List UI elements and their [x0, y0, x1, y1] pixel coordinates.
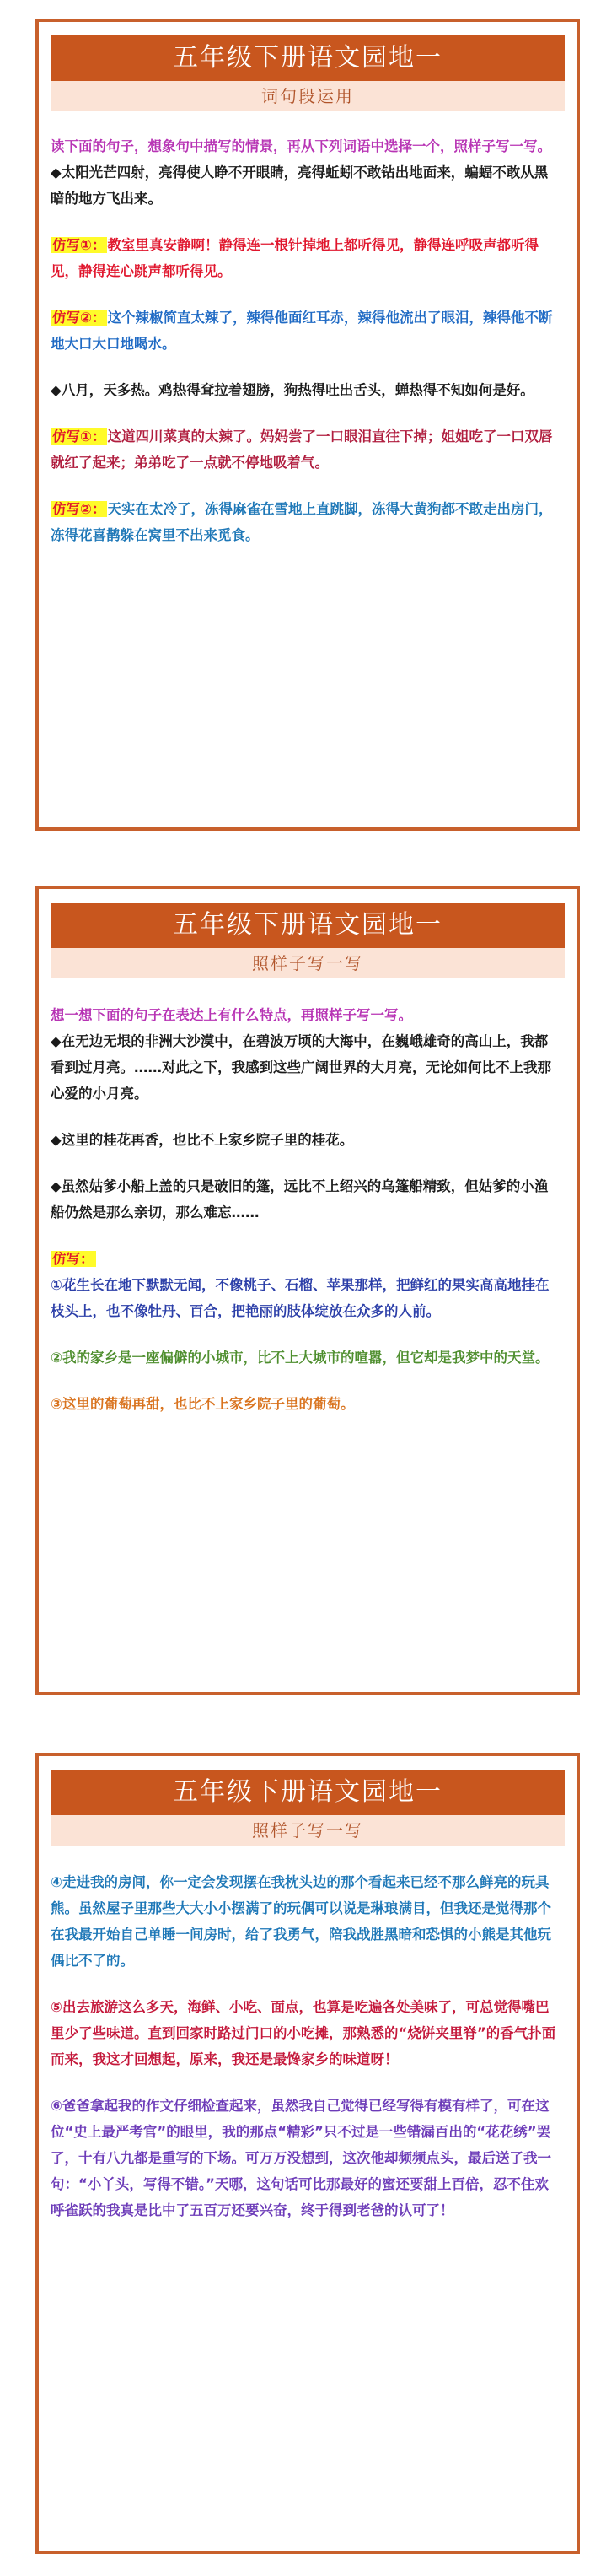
imitation-text: 教室里真安静啊！静得连一根针掉地上都听得见，静得连呼吸声都听得见，静得连心跳声都听得见。	[51, 237, 539, 279]
imitation-label: 仿写②：	[52, 501, 106, 517]
card-content	[39, 111, 577, 548]
instruction-text: 想一想下面的句子在表达上有什么特点，再照样子写一写。	[51, 1007, 412, 1023]
instruction-text: 读下面的句子，想象句中描写的情景，再从下列词语中选择一个，照样子写一写。	[51, 138, 551, 154]
imitation-paragraph	[51, 496, 560, 548]
example-sentence: ◆这里的桂花再香，也比不上家乡院子里的桂花。	[51, 1132, 354, 1148]
card-title: 五年级下册语文园地一	[51, 1770, 565, 1815]
imitation-item: ⑤出去旅游这么多天，海鲜、小吃、面点，也算是吃遍各处美味了，可总觉得嘴巴里少了些味道。直到回家时路过门口的小吃摊，那熟悉的“烧饼夹里脊”的香气扑面而来，我这才回想起，原来，我还是最馋家乡的味道呀！	[51, 1999, 556, 2067]
card-zhao-yangzi-2	[35, 1753, 580, 2554]
imitation-text: 这个辣椒简直太辣了，辣得他面红耳赤，辣得他流出了眼泪，辣得他不断地大口大口地喝水。	[51, 310, 553, 352]
imitation-text: 天实在太冷了，冻得麻雀在雪地上直跳脚，冻得大黄狗都不敢走出房门，冻得花喜鹊躲在窝里不出来觅食。	[51, 501, 553, 543]
example-sentence: ◆八月，天多热。鸡热得耷拉着翅膀，狗热得吐出舌头，蝉热得不知如何是好。	[51, 382, 534, 398]
card-subtitle: 照样子写一写	[51, 948, 565, 978]
imitation-item: ⑥爸爸拿起我的作文仔细检查起来，虽然我自己觉得已经写得有模有样了，可在这位“史上最严考官”的眼里，我的那点“精彩”只不过是一些错漏百出的“花花绣”罢了，十有八九都是重写的下场。可万万没想到，这次他却频频点头，最后送了我一句：“小丫头，写得不错。”天哪，这句话可比那最好的蜜还要甜上百倍，忍不住欢呼雀跃的我真是比中了五百万还要兴奋，终于得到老爸的认可了！	[51, 2098, 551, 2218]
imitation-item: ④走进我的房间，你一定会发现摆在我枕头边的那个看起来已经不那么鲜亮的玩具熊。虽然屋子里那些大大小小摆满了的玩偶可以说是琳琅满目，但我还是觉得那个在我最开始自己单睡一间房时，给了我勇气，陪我战胜黑暗和恐惧的小熊是其他玩偶比不了的。	[51, 1874, 551, 1969]
imitation-label: 仿写：	[52, 1251, 94, 1267]
card-subtitle: 照样子写一写	[51, 1815, 565, 1846]
card-content	[39, 978, 577, 1417]
imitation-paragraph	[51, 232, 560, 284]
imitation-label: 仿写①：	[52, 428, 106, 445]
card-subtitle: 词句段运用	[51, 81, 565, 111]
imitation-text: 这道四川菜真的太辣了。妈妈尝了一口眼泪直往下掉；姐姐吃了一口双唇就红了起来；弟弟吃了一点就不停地吸着气。	[51, 428, 553, 471]
card-title: 五年级下册语文园地一	[51, 903, 565, 948]
example-sentence: ◆虽然姑爹小船上盖的只是破旧的篷，远比不上绍兴的乌篷船精致，但姑爹的小渔船仍然是那么亲切，那么难忘……	[51, 1178, 549, 1221]
imitation-item: ③这里的葡萄再甜，也比不上家乡院子里的葡萄。	[51, 1396, 355, 1412]
imitation-item: ①花生长在地下默默无闻，不像桃子、石榴、苹果那样，把鲜红的果实高高地挂在枝头上，也不像牡丹、百合，把艳丽的肢体绽放在众多的人前。	[51, 1277, 550, 1319]
imitation-item: ②我的家乡是一座偏僻的小城市，比不上大城市的喧嚣，但它却是我梦中的天堂。	[51, 1350, 550, 1366]
imitation-label: 仿写①：	[52, 237, 106, 253]
card-title: 五年级下册语文园地一	[51, 35, 565, 81]
imitation-paragraph	[51, 304, 560, 357]
example-sentence: ◆太阳光芒四射，亮得使人睁不开眼睛，亮得蚯蚓不敢钻出地面来，蝙蝠不敢从黑暗的地方飞出来。	[51, 164, 549, 207]
imitation-paragraph	[51, 423, 560, 476]
imitation-label: 仿写②：	[52, 310, 106, 326]
example-sentence: ◆在无边无垠的非洲大沙漠中，在碧波万顷的大海中，在巍峨雄奇的高山上，我都看到过月亮。……对此之下，我感到这些广阔世界的大月亮，无论如何比不上我那心爱的小月亮。	[51, 1033, 551, 1102]
card-ci-ju-duan	[35, 19, 580, 831]
card-content	[39, 1846, 577, 2223]
imitation-heading	[51, 1246, 560, 1272]
card-zhao-yangzi-1	[35, 886, 580, 1695]
